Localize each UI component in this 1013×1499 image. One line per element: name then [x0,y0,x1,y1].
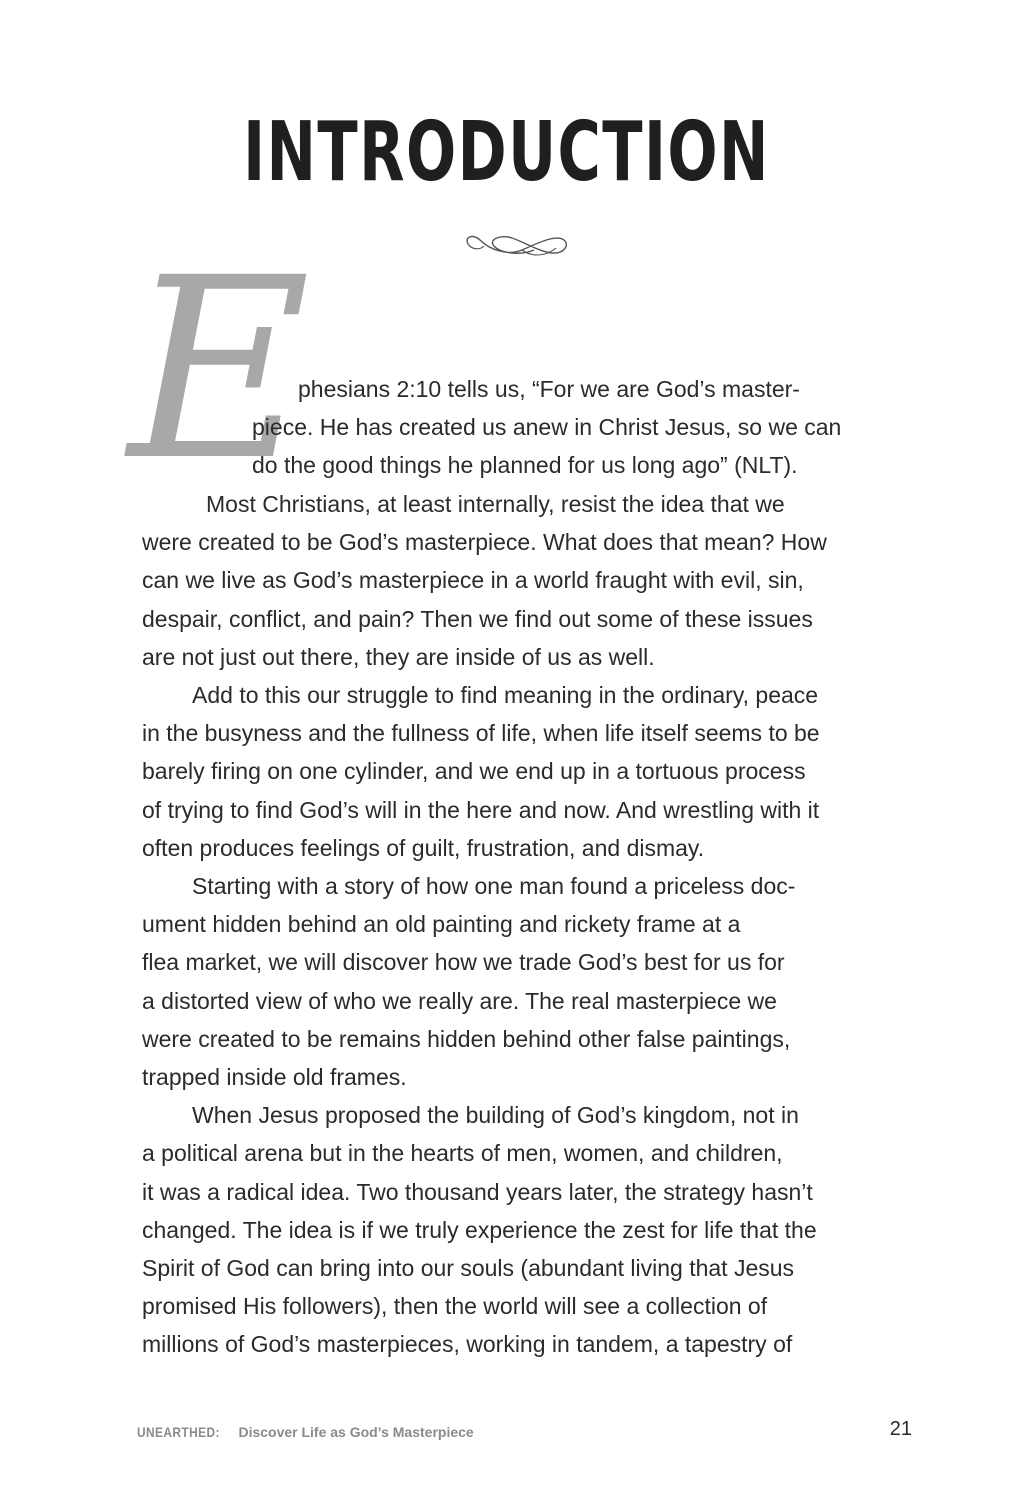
running-footer [137,1424,474,1440]
text-line: often produces feelings of guilt, frustration, and dismay. [142,834,705,861]
flourish-ornament-icon [460,226,572,262]
text-line: can we live as God’s masterpiece in a world fraught with evil, sin, [142,567,804,594]
paragraph-3 [142,867,902,1096]
lead-line: do the good things he planned for us long ago” (NLT). [252,452,798,479]
text-line: barely firing on one cylinder, and we end up in a tortuous process [142,758,806,785]
body-text [142,485,902,1364]
text-line: Spirit of God can bring into our souls (abundant living that Jesus [142,1255,795,1282]
paragraph-1 [142,485,902,676]
text-line: millions of God’s masterpieces, working in tandem, a tapestry of [142,1331,793,1358]
text-line: flea market, we will discover how we trade God’s best for us for [142,949,785,976]
paragraph-4 [142,1096,902,1363]
text-line: Add to this our struggle to find meaning in the ordinary, peace [192,682,819,709]
text-line: changed. The idea is if we truly experience the zest for life that the [142,1216,817,1243]
page-number: 21 [889,1418,912,1440]
lead-line: piece. He has created us anew in Christ Jesus, so we can [252,414,842,441]
text-line: despair, conflict, and pain? Then we find out some of these issues [142,605,813,632]
text-line: Most Christians, at least internally, resist the idea that we [206,491,785,517]
text-line: in the busyness and the fullness of life, when life itself seems to be [142,720,820,747]
text-line: trapped inside old frames. [142,1064,407,1091]
text-line: were created to be remains hidden behind other false paintings, [142,1025,791,1052]
text-line: a distorted view of who we really are. The real masterpiece we [142,987,777,1014]
page-title: INTRODUCTION [243,105,770,200]
text-line: Starting with a story of how one man found a priceless doc- [192,873,796,900]
text-line: are not just out there, they are inside of us as well. [142,643,655,670]
drop-cap-letter: E [128,224,311,515]
text-line: it was a radical idea. Two thousand years later, the strategy hasn’t [142,1178,813,1205]
lead-line: phesians 2:10 tells us, “For we are God’s master- [298,376,800,402]
text-line: were created to be God’s masterpiece. What does that mean? How [142,529,827,556]
opening-paragraph [252,370,892,485]
text-line: When Jesus proposed the building of God’s kingdom, not in [192,1102,799,1129]
footer-book-brand: UNEARTHED: [137,1424,220,1440]
footer-book-subtitle: Discover Life as God’s Masterpiece [234,1424,474,1440]
text-line: promised His followers), then the world will see a collection of [142,1293,768,1320]
text-line: ument hidden behind an old painting and rickety frame at a [142,911,741,938]
paragraph-2 [142,676,902,867]
text-line: a political arena but in the hearts of men, women, and children, [142,1140,783,1167]
text-line: of trying to find God’s will in the here and now. And wrestling with it [142,796,820,823]
